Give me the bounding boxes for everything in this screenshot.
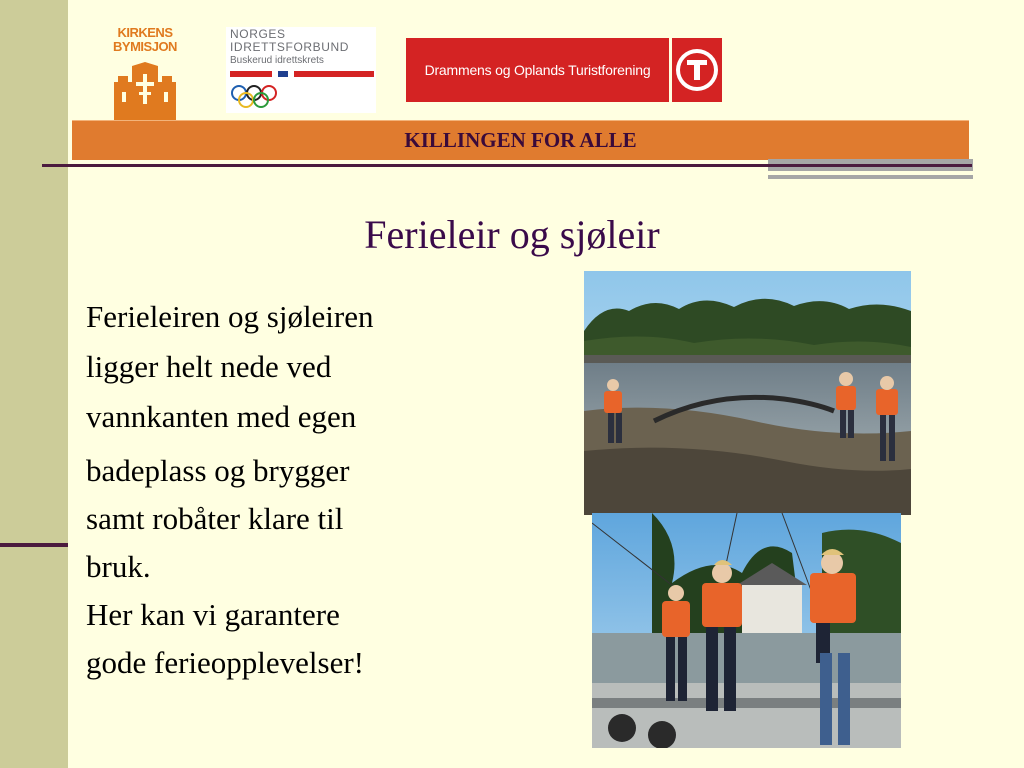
beach-photo [584, 271, 911, 515]
body-line: Her kan vi garantere [86, 597, 340, 632]
header-band [72, 120, 969, 160]
body-paragraph-1 [86, 292, 486, 442]
gray-rule-gap [768, 171, 973, 175]
body-line: samt robåter klare til [86, 501, 344, 536]
body-line: gode ferieopplevelser! [86, 645, 365, 680]
body-line: ligger helt nede ved [86, 349, 332, 384]
left-accent-line [0, 543, 68, 547]
kirkens-bymisjon-logo [112, 26, 178, 120]
body-line: bruk. [86, 549, 151, 584]
church-building-icon [114, 62, 176, 120]
nif-line3: Buskerud idrettskrets [230, 55, 324, 66]
dnt-emblem-icon [672, 38, 722, 102]
flag-stripe [230, 71, 374, 77]
body-line: badeplass og brygger [86, 453, 350, 488]
slide-title: Ferieleir og sjøleir [364, 212, 660, 257]
kb-line2: BYMISJON [113, 39, 177, 54]
gray-rule-block [768, 159, 973, 179]
body-line: Ferieleiren og sjøleiren [86, 299, 374, 334]
beach-photo-image [584, 271, 911, 515]
turistforening-name: Drammens og Oplands Turistforening [406, 38, 669, 102]
body-line: vannkanten med egen [86, 399, 357, 434]
olympic-rings-icon [230, 83, 292, 111]
turistforening-logo [406, 38, 722, 102]
body-paragraph-2 [86, 447, 486, 687]
pier-photo [592, 513, 901, 748]
header-title: KILLINGEN FOR ALLE [404, 128, 637, 152]
idrettsforbund-logo [226, 27, 376, 113]
left-sidebar-band [0, 0, 68, 768]
title-rule-line [42, 164, 972, 167]
kb-line1: KIRKENS [117, 25, 173, 40]
nif-line1: NORGES [230, 27, 286, 41]
kirkens-bymisjon-wordmark [112, 26, 178, 54]
pier-photo-image [592, 513, 901, 748]
slide-body-text [86, 292, 486, 687]
nif-line2: IDRETTSFORBUND [230, 40, 350, 54]
